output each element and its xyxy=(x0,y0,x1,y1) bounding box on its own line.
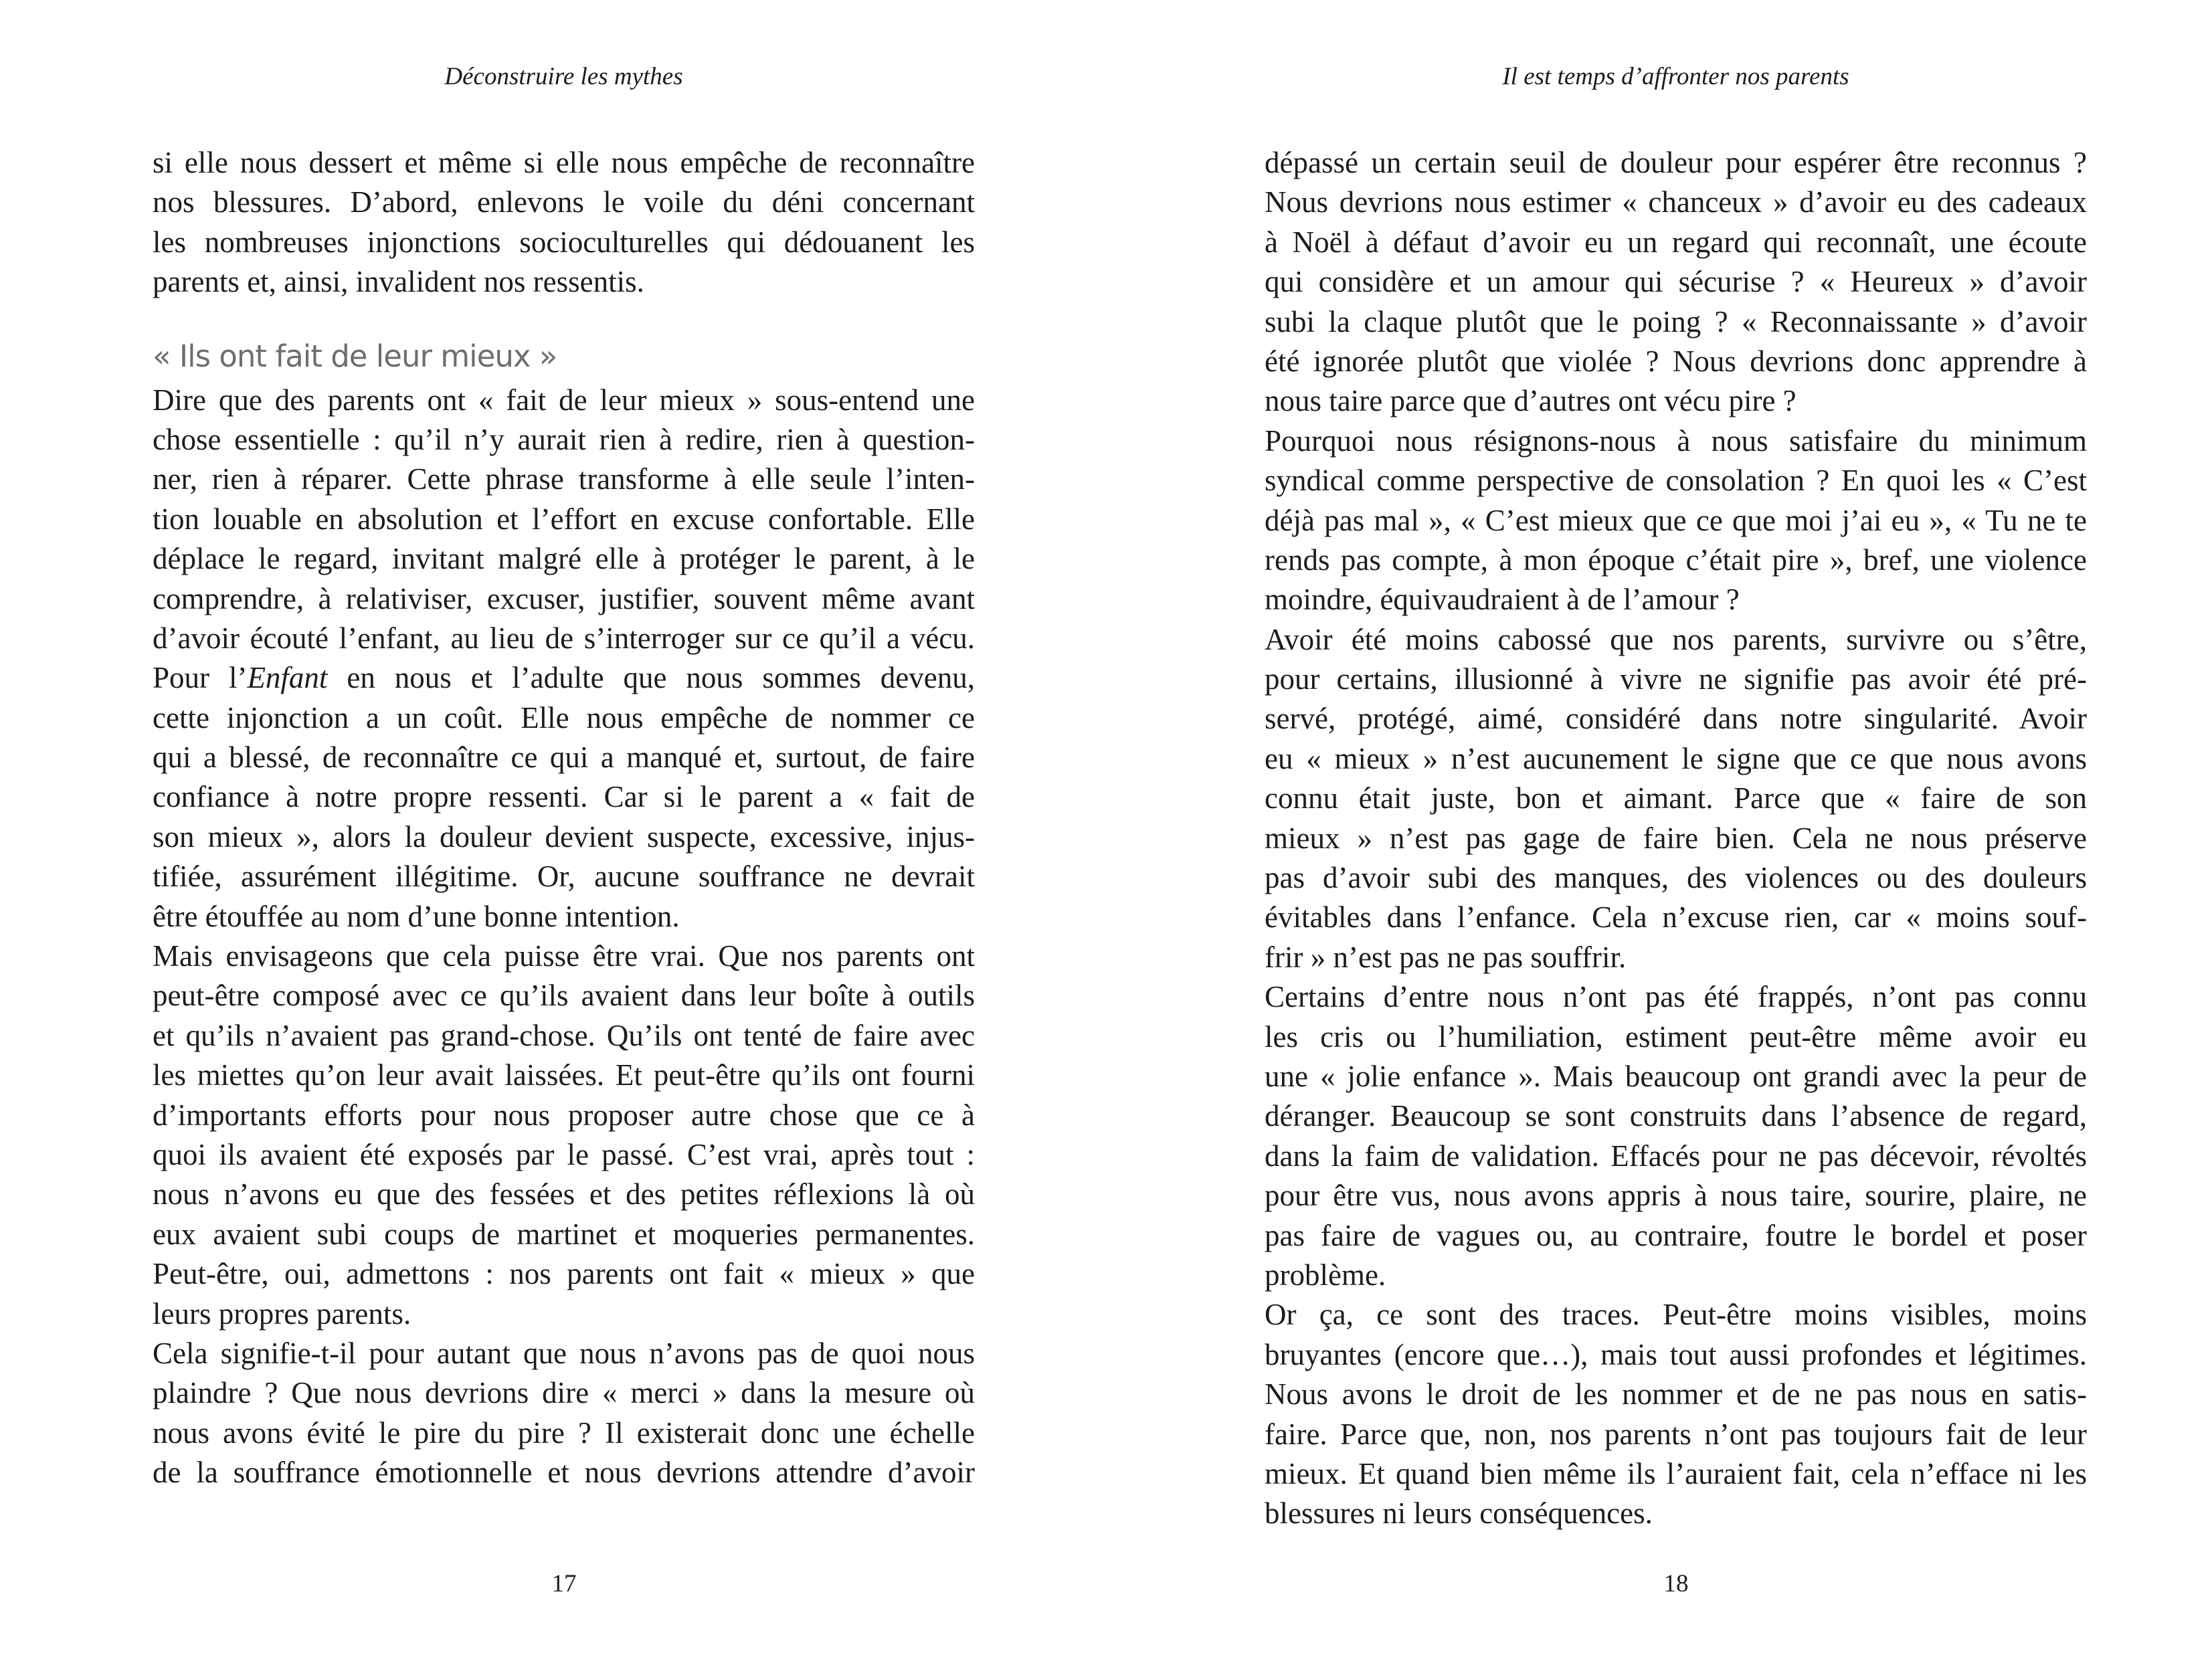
text-line: mieux. Et quand bien même ils l’auraient fait, cela n’efface ni les xyxy=(1265,1456,2087,1490)
text-line: son mieux », alors la douleur devient suspecte, excessive, injus- xyxy=(153,819,975,854)
text-line: Certains d’entre nous n’ont pas été frappés, n’ont pas connu xyxy=(1265,980,2087,1014)
text-line: Peut-être, oui, admettons : nos parents ont fait « mieux » que xyxy=(153,1257,975,1291)
text-line: et qu’ils n’avaient pas grand-chose. Qu’ils ont tenté de faire avec xyxy=(153,1018,975,1052)
paragraph xyxy=(1265,620,2087,978)
text-line: si elle nous dessert et même si elle nous empêche de reconnaître xyxy=(153,146,975,179)
section-gap xyxy=(153,302,975,332)
text-line: pas faire de vagues ou, au contraire, foutre le bordel et poser xyxy=(1265,1218,2087,1252)
text-line-with-italic xyxy=(153,658,975,698)
text-line: nous avons évité le pire du pire ? Il existerait donc une échelle xyxy=(153,1416,975,1450)
text-line: les nombreuses injonctions socioculturelles qui dédouanent les xyxy=(153,225,975,259)
text-line: à Noël à défaut d’avoir eu un regard qui reconnaît, une écoute xyxy=(1265,225,2087,259)
text-line: déranger. Beaucoup se sont construits dans l’absence de regard, xyxy=(1265,1099,2087,1133)
text-line: évitables dans l’enfance. Cela n’excuse rien, car « moins souf- xyxy=(1265,900,2087,935)
section-heading: « Ils ont fait de leur mieux » xyxy=(153,338,557,374)
paragraph xyxy=(1265,143,2087,421)
text-line: faire. Parce que, non, nos parents n’ont pas toujours fait de leur xyxy=(1265,1417,2087,1451)
text-line: Or ça, ce sont des traces. Peut-être moins visibles, moins xyxy=(1265,1298,2087,1332)
right-text-block xyxy=(1265,143,2087,1534)
text-line: eux avaient subi coups de martinet et moqueries permanentes. xyxy=(153,1217,975,1251)
text-line: déplace le regard, invitant malgré elle à protéger le parent, à le xyxy=(153,542,975,576)
text-line: été ignorée plutôt que violée ? Nous devrions donc apprendre à xyxy=(1265,344,2087,378)
text-line: nos blessures. D’abord, enlevons le voile du déni concernant xyxy=(153,185,975,219)
paragraph xyxy=(1265,977,2087,1295)
text-line: les miettes qu’on leur avait laissées. Et peut-être qu’ils ont fourni xyxy=(153,1058,975,1092)
running-head-left: Déconstruire les mythes xyxy=(444,63,683,90)
text-line: servé, protégé, aimé, considéré dans notre singularité. Avoir xyxy=(1265,702,2087,736)
text-line: les cris ou l’humiliation, estiment peut-être même avoir eu xyxy=(1265,1019,2087,1054)
text-line: confiance à notre propre ressenti. Car si le parent a « fait de xyxy=(153,780,975,814)
text-line: parents et, ainsi, invalident nos ressentis. xyxy=(153,265,644,299)
text-line: ner, rien à réparer. Cette phrase transforme à elle seule l’inten- xyxy=(153,462,975,496)
text-segment: en nous et l’adulte que nous sommes devenu, xyxy=(327,661,975,695)
text-line: cette injonction a un coût. Elle nous empêche de nommer ce xyxy=(153,700,975,735)
text-line: moindre, équivaudraient à de l’amour ? xyxy=(1265,583,1740,617)
paragraph xyxy=(153,937,975,1334)
text-line: Mais envisageons que cela puisse être vrai. Que nos parents ont xyxy=(153,939,975,973)
running-head-right: Il est temps d’affronter nos parents xyxy=(1502,63,1849,90)
text-line: d’importants efforts pour nous proposer autre chose que ce à xyxy=(153,1098,975,1132)
text-line: connu était juste, bon et aimant. Parce que « faire de son xyxy=(1265,781,2087,815)
text-line: blessures ni leurs conséquences. xyxy=(1265,1496,1653,1531)
paragraph xyxy=(1265,421,2087,620)
text-line: d’avoir écouté l’enfant, au lieu de s’interroger sur ce qu’il a vécu. xyxy=(153,621,975,655)
text-line: être étouffée au nom d’une bonne intention. xyxy=(153,899,680,933)
text-line: plaindre ? Que nous devrions dire « merci » dans la mesure où xyxy=(153,1376,975,1410)
text-line: comprendre, à relativiser, excuser, justifier, souvent même avant xyxy=(153,581,975,615)
text-line: mieux » n’est pas gage de faire bien. Cela ne nous préserve xyxy=(1265,821,2087,855)
text-line: qui a blessé, de reconnaître ce qui a manqué et, surtout, de faire xyxy=(153,741,975,775)
text-line: tifiée, assurément illégitime. Or, aucune souffrance ne devrait xyxy=(153,860,975,894)
text-line: déjà pas mal », « C’est mieux que ce que moi j’ai eu », « Tu ne te xyxy=(1265,503,2087,537)
text-line: Nous avons le droit de les nommer et de ne pas nous en satis- xyxy=(1265,1377,2087,1411)
text-line: quoi ils avaient été exposés par le passé. C’est vrai, après tout : xyxy=(153,1137,975,1171)
text-line: nous taire parce que d’autres ont vécu pire ? xyxy=(1265,384,1796,418)
text-line: pas d’avoir subi des manques, des violences ou des douleurs xyxy=(1265,861,2087,895)
text-line: eu « mieux » n’est aucunement le signe que ce que nous avons xyxy=(1265,741,2087,775)
text-line: tion louable en absolution et l’effort en excuse confortable. Elle xyxy=(153,502,975,536)
italic-word: Enfant xyxy=(247,661,328,695)
text-line: subi la claque plutôt que le poing ? « Reconnaissante » d’avoir xyxy=(1265,304,2087,338)
text-line: problème. xyxy=(1265,1258,1386,1292)
text-line: pour certains, illusionné à vivre ne signifie pas avoir été pré- xyxy=(1265,662,2087,696)
text-line: nous n’avons eu que des fessées et des petites réflexions là où xyxy=(153,1177,975,1211)
text-line: leurs propres parents. xyxy=(153,1296,411,1331)
text-line: frir » n’est pas ne pas souffrir. xyxy=(1265,940,1627,974)
text-line: dépassé un certain seuil de douleur pour espérer être reconnus ? xyxy=(1265,146,2087,179)
text-line: dans la faim de validation. Effacés pour ne pas décevoir, révoltés xyxy=(1265,1139,2087,1173)
page-number-right: 18 xyxy=(1663,1570,1689,1597)
text-line: syndical comme perspective de consolation ? En quoi les « C’est xyxy=(1265,464,2087,498)
paragraph xyxy=(153,143,975,302)
left-text-block xyxy=(153,143,975,1493)
text-line: Cela signifie-t-il pour autant que nous n’avons pas de quoi nous xyxy=(153,1336,975,1370)
paragraph xyxy=(153,1334,975,1493)
text-line: Nous devrions nous estimer « chanceux » d’avoir eu des cadeaux xyxy=(1265,185,2087,219)
text-line: pour être vus, nous avons appris à nous taire, sourire, plaire, ne xyxy=(1265,1179,2087,1213)
text-line: chose essentielle : qu’il n’y aurait rien à redire, rien à question- xyxy=(153,422,975,456)
text-line: peut-être composé avec ce qu’ils avaient dans leur boîte à outils xyxy=(153,979,975,1013)
text-line: une « jolie enfance ». Mais beaucoup ont grandi avec la peur de xyxy=(1265,1059,2087,1093)
text-segment: Pour l’ xyxy=(153,661,248,695)
page-number-left: 17 xyxy=(551,1570,577,1597)
right-page xyxy=(1106,0,2212,1659)
text-line: de la souffrance émotionnelle et nous devrions attendre d’avoir xyxy=(153,1456,975,1490)
paragraph xyxy=(1265,1295,2087,1533)
text-line: Dire que des parents ont « fait de leur mieux » sous-entend une xyxy=(153,383,975,417)
text-line: Pourquoi nous résignons-nous à nous satisfaire du minimum xyxy=(1265,423,2087,458)
paragraph xyxy=(153,381,975,937)
text-line: Avoir été moins cabossé que nos parents, survivre ou s’être, xyxy=(1265,622,2087,656)
text-line: bruyantes (encore que…), mais tout aussi profondes et légitimes. xyxy=(1265,1337,2087,1371)
text-line: rends pas compte, à mon époque c’était pire », bref, une violence xyxy=(1265,543,2087,577)
text-line: qui considère et un amour qui sécurise ? « Heureux » d’avoir xyxy=(1265,265,2087,299)
